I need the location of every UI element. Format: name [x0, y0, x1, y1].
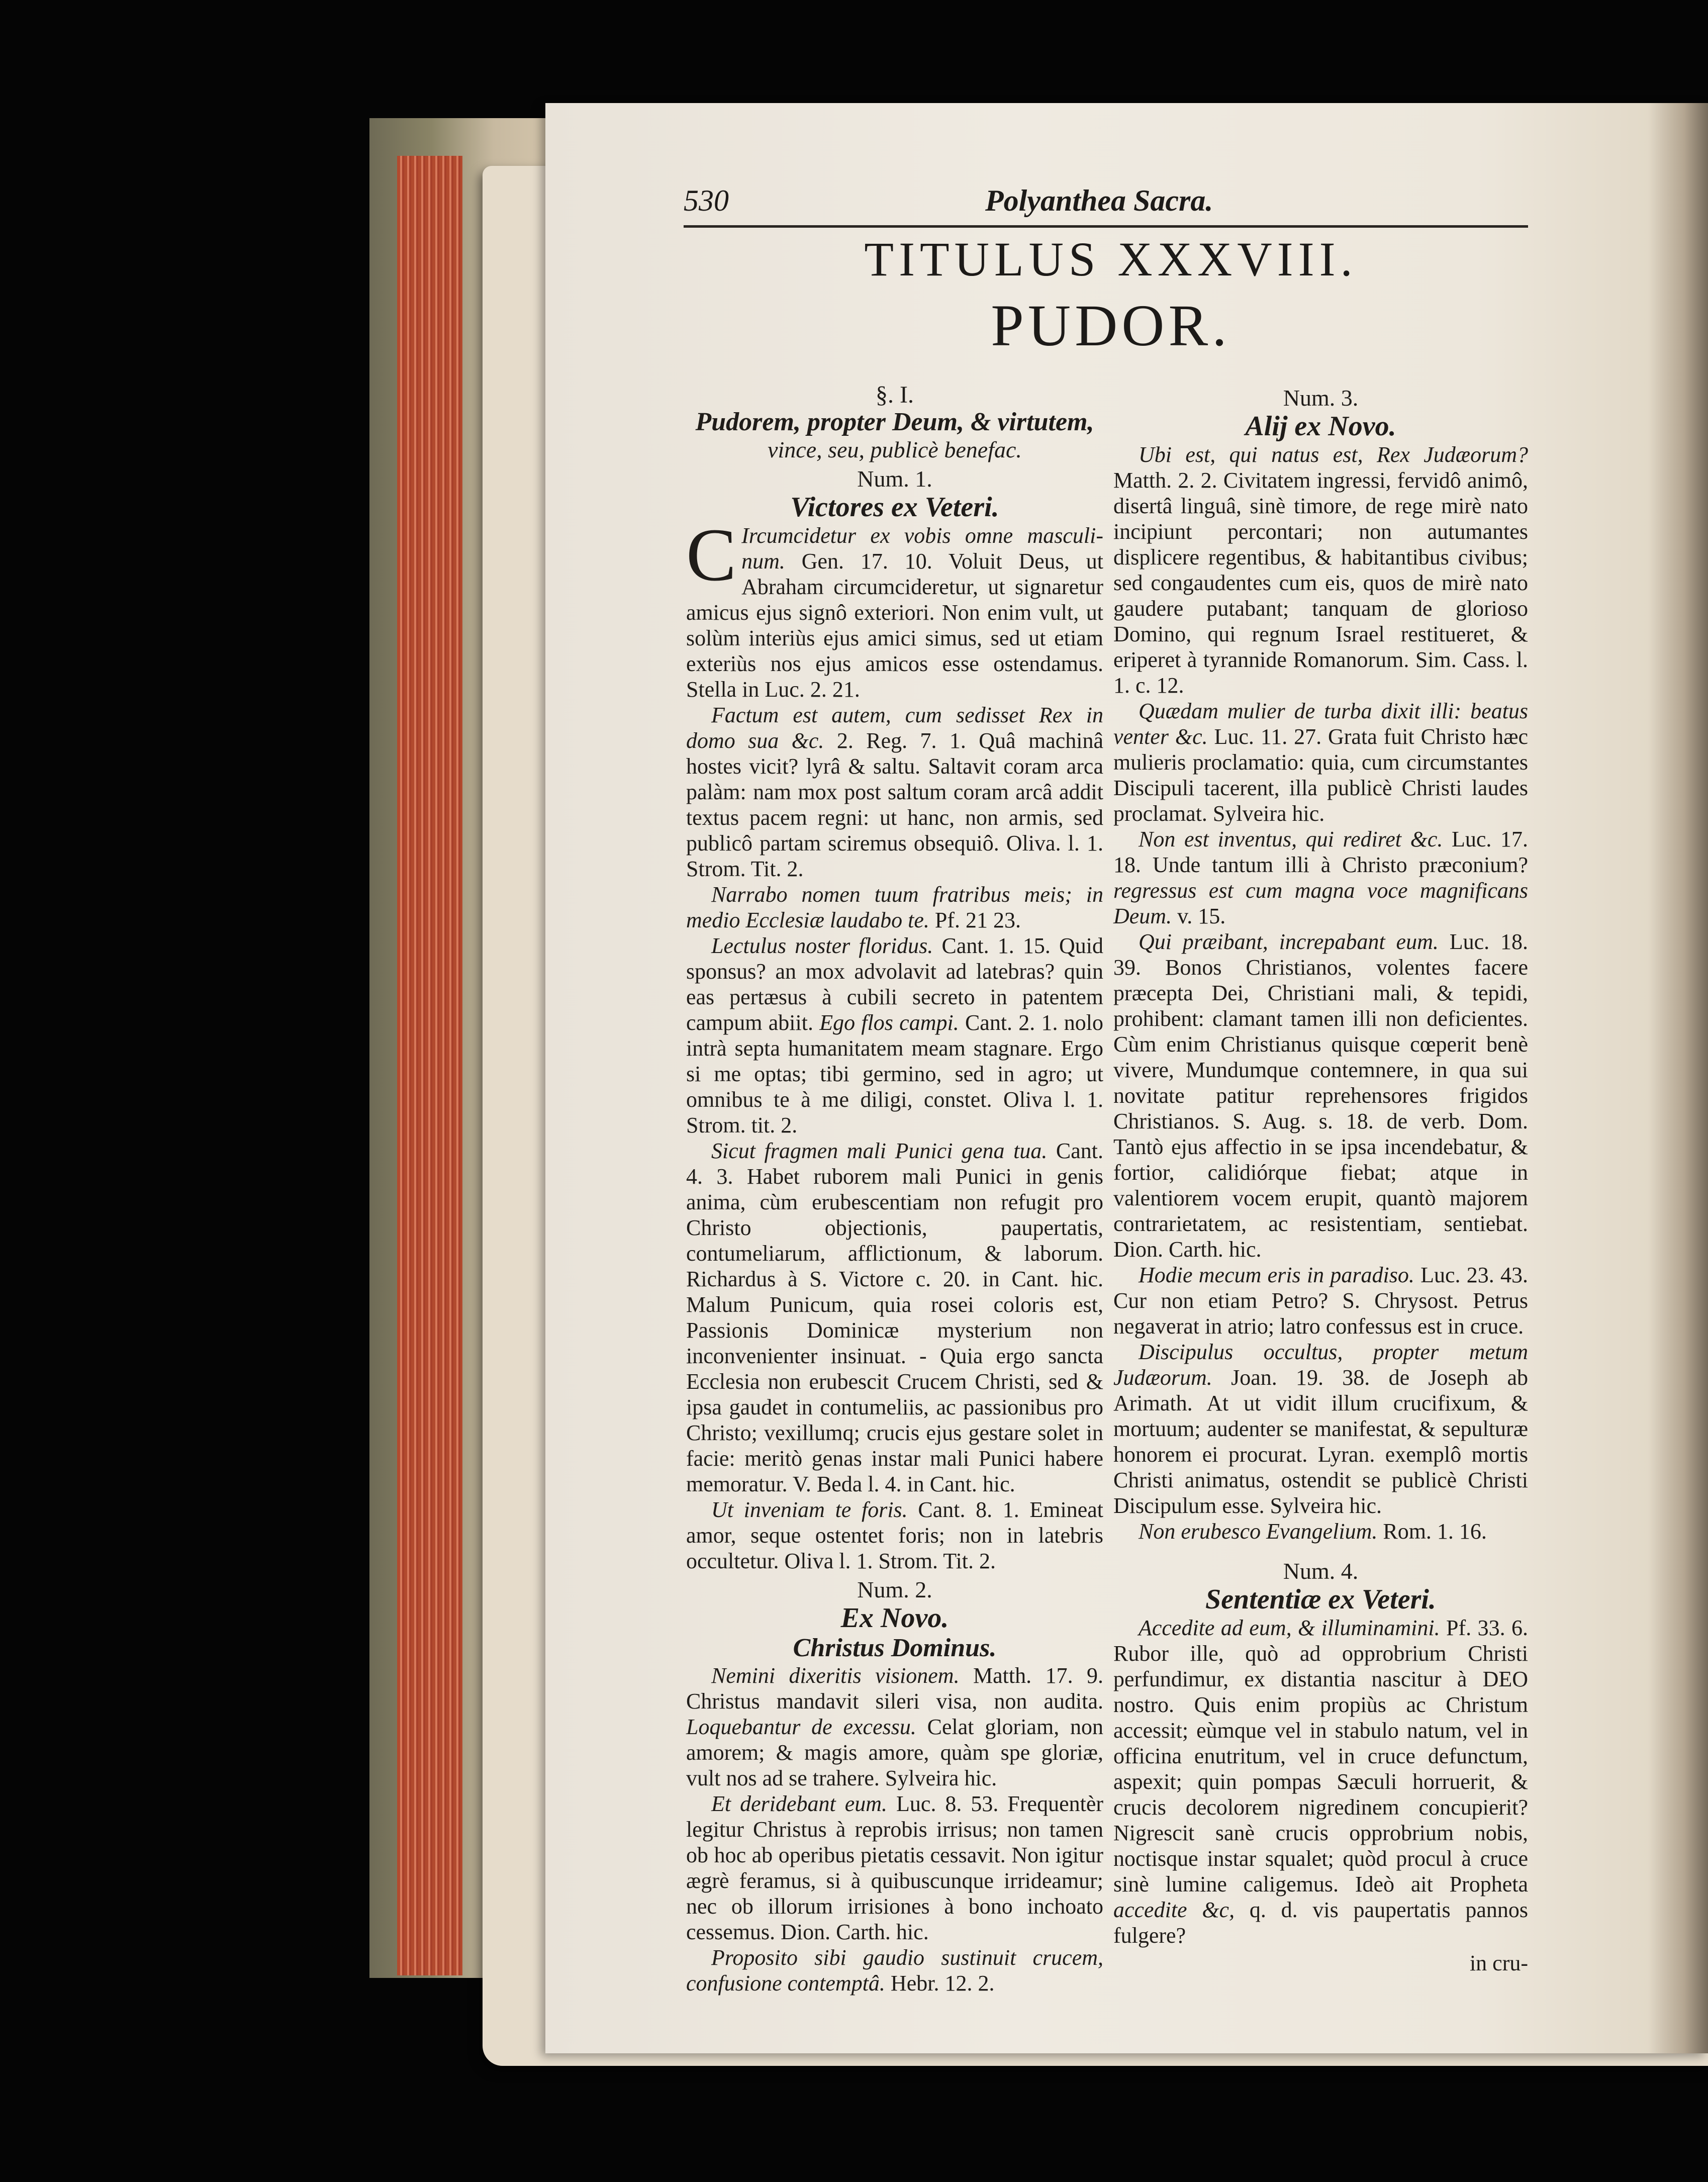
running-title: Polyanthea Sacra.: [985, 184, 1213, 217]
page-gutter-shadow: [1648, 103, 1708, 2053]
left-column: [686, 382, 1103, 1996]
section-rubric: Pudorem, propter Deum, & virtutem,: [695, 408, 1094, 436]
catchword: in cru-: [1469, 1951, 1528, 1975]
paragraph: Discipulus occultus, propter metum Judæorum. Joan. 19. 38. de Joseph ab Arimath. At ut vidit illum crucifixum, & mortuum; audenter se manifestat, & sepulturæ honorem ei procurat. Lyran. exemplô mortis Christi animatus, ostendit se publicè Christi Discipulum esse. Sylveira hic.: [1113, 1340, 1528, 1518]
chapter-title: TITULUS XXXVIII.: [864, 232, 1358, 286]
num-heading: Num. 4.: [1283, 1558, 1359, 1584]
section-mark: §. I.: [876, 382, 914, 408]
num-title: Sententiæ ex Veteri.: [1205, 1584, 1436, 1615]
num-title: Ex Novo.: [840, 1602, 949, 1634]
num-heading: Num. 2.: [857, 1577, 932, 1602]
chapter-subject: PUDOR.: [991, 293, 1231, 358]
paragraph: Et deridebant eum. Luc. 8. 53. Frequentèr legitur Christus à reprobis irrisus; non tamen ob hoc ab operibus pietatis cessavit. Non igitur ægrè feramus, si à quibuscunque irrideamur; nec ob illorum irrisiones à bono inchoato cessemus. Dion. Carth. hic.: [686, 1791, 1104, 1944]
paragraph: Sicut fragmen mali Punici gena tua. Cant. 4. 3. Habet ruborem mali Punici in genis anima, cùm erubescentiam non refugit pro Christo objectionis, paupertatis, contumeliarum, afflictionum, & laborum. Richardus à S. Victore c. 20. in Cant. hic. Malum Punicum, quia rosei coloris est, Passionis Dominicæ mysterium non inconvenienter insinuat. - Quia ergo sancta Ecclesia non erubescit Crucem Christi, sed & ipsa gaudet in contumeliis, ac passionibus pro Christo; vexillumq; crucis ejus gestare solet in facie: meritò genas instar mali Punici habere memoratur. V. Beda l. 4. in Cant. hic.: [686, 1139, 1104, 1496]
paragraph: Nemini dixeritis visionem. Matth. 17. 9. Christus mandavit sileri visa, non audita. Loquebantur de excessu. Celat gloriam, non amorem; & magis amore, quàm spe gloriæ, vult nos ad se trahere. Sylveira hic.: [686, 1663, 1104, 1790]
paragraph: Hodie mecum eris in paradiso. Luc. 23. 43. Cur non etiam Petro? S. Chrysost. Petrus negaverat in atrio; latro confessus est in cruce.: [1113, 1263, 1528, 1339]
running-header: [684, 183, 1528, 224]
header-rule: [684, 225, 1528, 228]
spacer: [1113, 1544, 1528, 1555]
num-subtitle: Christus Dominus.: [793, 1634, 997, 1662]
num-heading: Num. 3.: [1283, 385, 1359, 411]
num-heading: Num. 1.: [857, 466, 932, 492]
paragraph: Ubi est, qui natus est, Rex Judæorum? Matth. 2. 2. Civitatem ingressi, fervidô animô, disertâ linguâ, sinè timore, de rege mirè nato incipiunt percontari; non autumantes displicere regentibus, & habitantibus civibus; sed congaudentes cum eis, quos de mirè nato gaudere putabant; tanquam de glorioso Domino, qui regnum Israel restitueret, & eriperet à tyrannide Romanorum. Sim. Cass. l. 1. c. 12.: [1113, 442, 1528, 698]
red-page-edges: [397, 156, 462, 1975]
paragraph: Factum est autem, cum sedisset Rex in domo sua &c. 2. Reg. 7. 1. Quâ machinâ hostes vicit? lyrâ & saltu. Saltavit coram arca palàm: nam mox post saltum coram arcâ addit textus pacem regni: ut hanc, non armis, sed publicô partam sciremus obsequiô. Oliva. l. 1. Strom. Tit. 2.: [686, 703, 1103, 881]
page-number: 530: [684, 184, 729, 217]
paragraph: Non est inventus, qui rediret &c. Luc. 17. 18. Unde tantum illi à Christo præconium? regressus est cum magna voce magnificans Deum. v. 15.: [1113, 827, 1528, 928]
paragraph: Qui præibant, increpabant eum. Luc. 18. 39. Bonos Christianos, volentes facere præcepta Dei, Christiani mali, & tepidi, prohibent: clamant tamen illi non deficientes. Cùm enim Christianus quisque cœperit benè vivere, Mundumque contemnere, in qua sui novitate patitur reprehensores frigidos Christianos. S. Aug. s. 18. de verb. Dom. Tantò ejus affectio in se ipsa incendebatur, & fortior, calidiórque fiebat; atque in valentiorem vocem erupit, quantò majorem contrarietatem, ac resistentiam, sentiebat. Dion. Carth. hic.: [1113, 929, 1528, 1262]
num-title: Victores ex Veteri.: [790, 492, 999, 523]
paragraph: Ut inveniam te foris. Cant. 8. 1. Emineat amor, seque ostentet foris; non in latebris occultetur. Oliva l. 1. Strom. Tit. 2.: [686, 1497, 1104, 1573]
num-title: Alij ex Novo.: [1245, 411, 1396, 442]
paragraph: Narrabo nomen tuum fratribus meis; in medio Ecclesiæ laudabo te. Pf. 21 23.: [686, 882, 1103, 932]
paragraph: Proposito sibi gaudio sustinuit crucem, confusione contemptâ. Hebr. 12. 2.: [686, 1945, 1103, 1996]
paragraph: Accedite ad eum, & illuminamini. Pf. 33. 6. Rubor ille, quò ad opprobrium Christi perfundimur, ex distantia nascitur à DEO nostro. Quis enim propiùs ac Christum accessit; eùmque vel in stabulo natum, vel in officina enutritum, vel in cruce defunctum, aspexit; quin pompas Sæculi horruerit, & crucis decolorem nigredinem concupierit? Nigrescit sanè crucis opprobrium nobis, noctisque instar squalet; quòd procul à cruce sinè lumine caligemus. Ideò ait Propheta accedite &c, q. d. vis paupertatis pannos fulgere?: [1113, 1616, 1529, 1948]
paragraph: Non erubesco Evangelium. Rom. 1. 16.: [1138, 1519, 1487, 1544]
right-column: [1113, 382, 1528, 1976]
paragraph: Quædam mulier de turba dixit illi: beatus venter &c. Luc. 11. 27. Grata fuit Christo hæc mulieris proclamatio: quia, cum circumstantes Discipuli tacerent, illa publicè Christi laudes proclamat. Sylveira hic.: [1113, 699, 1528, 826]
drop-cap: C: [686, 513, 737, 597]
section-rubric-2: vince, seu, publicè benefac.: [768, 437, 1022, 462]
paragraph: Lectulus noster floridus. Cant. 1. 15. Quid sponsus? an mox advolavit ad latebras? quin eas pertæsus à cubili secreto in patentem campum abiit. Ego flos campi. Cant. 2. 1. nolo intrà septa humanitatem meam stagnare. Ergo si me optas; tibi germino, sed in agro; ut omnibus te à me diligi, constet. Oliva l. 1. Strom. tit. 2.: [686, 933, 1104, 1137]
paragraph: C Ircumcidetur ex vobis omne masculi-num. Gen. 17. 10. Voluit Deus, ut Abraham circumcideretur, ut signaretur amicus ejus signô exteriori. Non enim vult, ut solùm interiùs ejus amici simus, sed ut etiam exteriùs nos ejus amicos esse ostendamus. Stella in Luc. 2. 21.: [686, 513, 1103, 702]
